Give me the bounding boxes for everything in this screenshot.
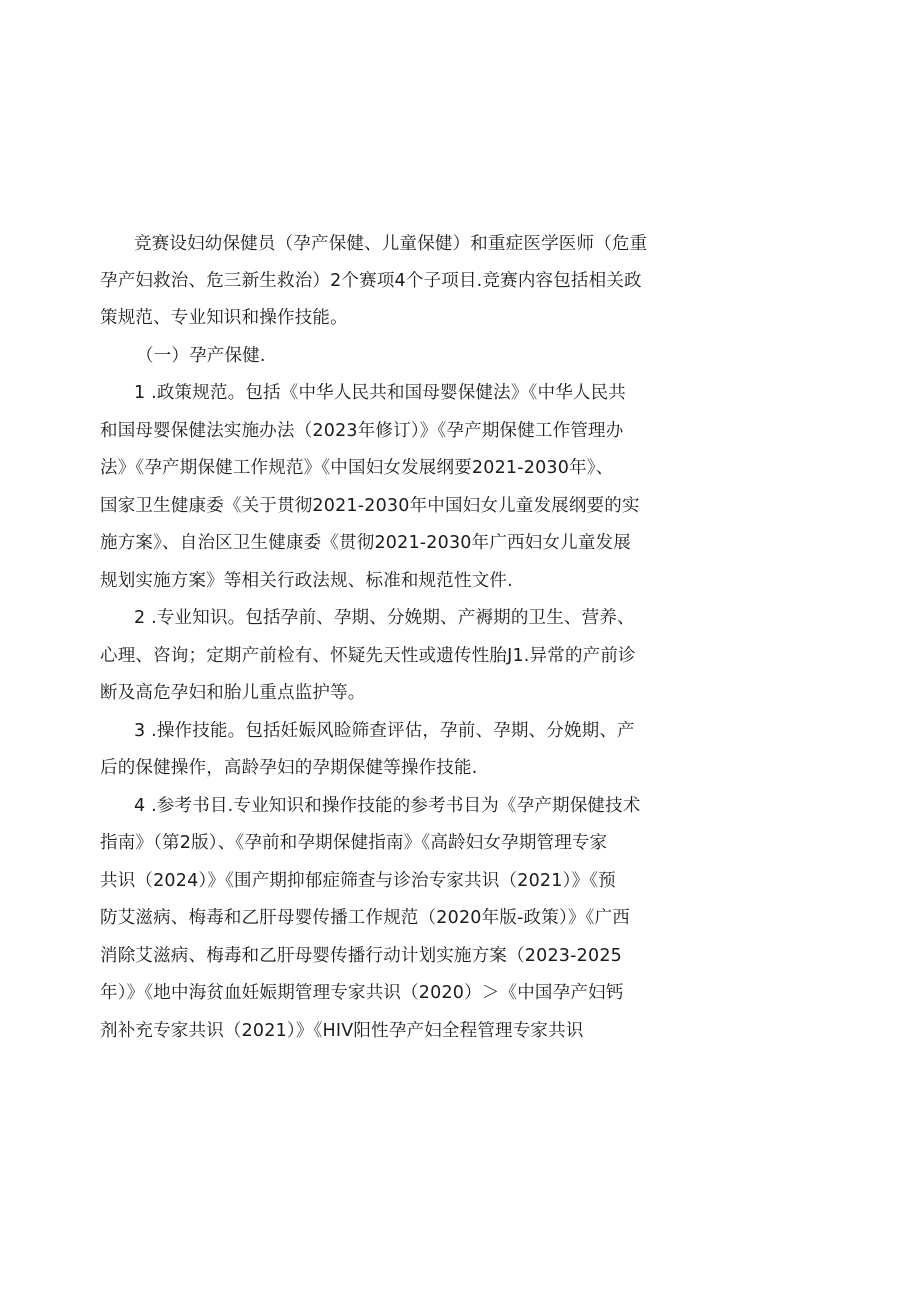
- section-heading: （一）孕产保健.: [136, 346, 266, 366]
- text-line: 规划实施方案》等相关行政法规、标准和规范性文件.: [100, 571, 513, 591]
- text-line: 2 .专业知识。包括孕前、孕期、分娩期、产褥期的卫生、营养、: [134, 608, 635, 628]
- text-line: 施方案》、自治区卫生健康委《贯彻2021-2030年广西妇女儿童发展: [100, 533, 631, 553]
- text-line: 孕产妇救治、危三新生救治）2个赛项4个子项目.竞赛内容包括相关政: [100, 271, 642, 291]
- text-line: 心理、咨询；定期产前检有、怀疑先天性或遗传性胎J1.异常的产前诊: [100, 646, 636, 666]
- text-line: 国家卫生健康委《关于贯彻2021-2030年中国妇女儿童发展纲要的实: [100, 496, 640, 516]
- text-line: 4 .参考书目.专业知识和操作技能的参考书目为《孕产期保健技术: [134, 796, 641, 816]
- text-line: 竞赛设妇幼保健员（孕产保健、儿童保健）和重症医学医师（危重: [134, 234, 648, 254]
- text-line: 消除艾滋病、梅毒和乙肝母婴传播行动计划实施方案（2023-2025: [100, 946, 622, 966]
- text-line: 1 .政策规范。包括《中华人民共和国母婴保健法》《中华人民共: [134, 383, 627, 403]
- text-line: 共识（2024）》《围产期抑郁症筛查与诊治专家共识（2021）》《预: [100, 871, 616, 891]
- text-line: 法》《孕产期保健工作规范》《中国妇女发展纲要2021-2030年》、: [100, 458, 614, 478]
- text-line: 剂补充专家共识（2021）》《HIV阳性孕产妇全程管理专家共识: [100, 1021, 584, 1041]
- text-line: 和国母婴保健法实施办法（2023年修订）》《孕产期保健工作管理办: [100, 421, 624, 441]
- text-line: 策规范、专业知识和操作技能。: [100, 308, 348, 328]
- text-line: 防艾滋病、梅毒和乙肝母婴传播工作规范（2020年版-政策）》《广西: [100, 908, 630, 928]
- text-line: 指南》（第2版）、《孕前和孕期保健指南》《高龄妇女孕期管理专家: [100, 833, 608, 853]
- text-line: 3 .操作技能。包括妊娠风睑筛查评估，孕前、孕期、分娩期、产: [134, 721, 635, 741]
- text-line: 年）》《地中海贫血妊娠期管理专家共识（2020）＞《中国孕产妇钙: [100, 983, 624, 1003]
- text-line: 后的保健操作，高龄孕妇的孕期保健等操作技能.: [100, 758, 478, 778]
- text-line: 断及高危孕妇和胎儿重点监护等。: [100, 683, 366, 703]
